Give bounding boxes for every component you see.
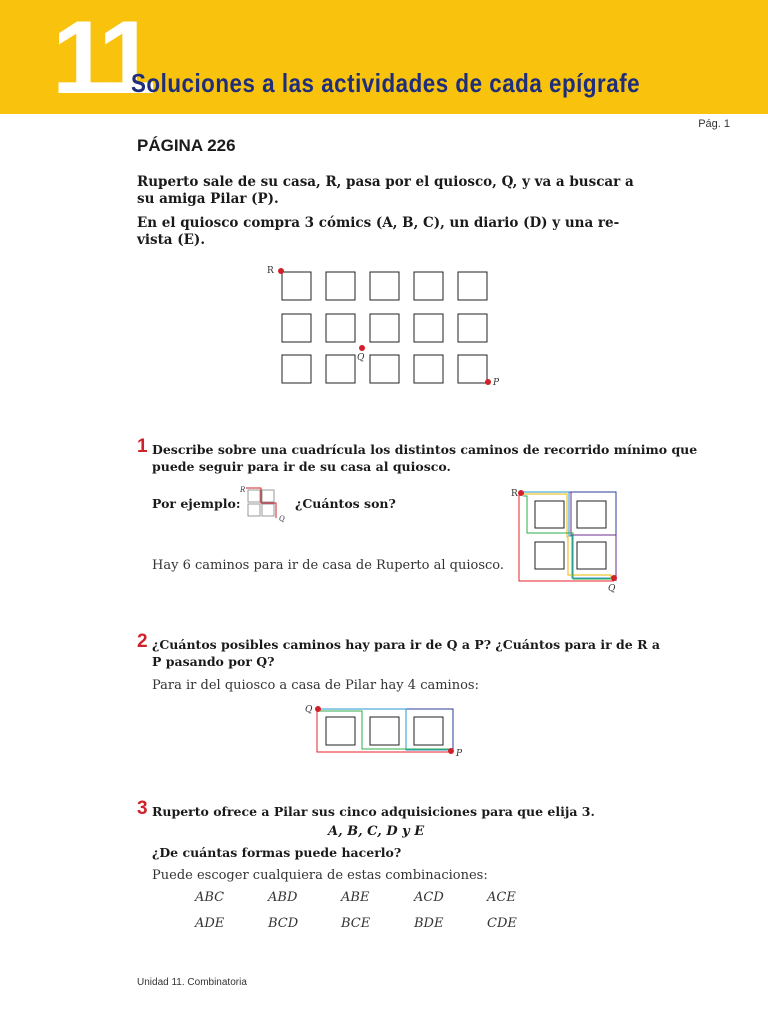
question-2-line-2: P pasando por Q? bbox=[152, 654, 275, 669]
svg-text:P: P bbox=[456, 749, 463, 759]
paths-diagram-Q-P bbox=[300, 700, 470, 760]
question-3-line-1: Ruperto ofrece a Pilar sus cinco adquisiciones para que elija 3. bbox=[152, 804, 595, 819]
question-2-line-1: ¿Cuántos posibles caminos hay para ir de Q a P? ¿Cuántos para ir de R a bbox=[152, 637, 660, 652]
example-mini-grid bbox=[236, 484, 292, 524]
svg-text:R: R bbox=[240, 486, 246, 494]
svg-text:Q: Q bbox=[305, 705, 313, 715]
combination: ADE bbox=[195, 916, 225, 931]
point-Q bbox=[359, 345, 365, 351]
combination: BCE bbox=[341, 916, 371, 931]
svg-text:R: R bbox=[511, 489, 518, 499]
label-P: P bbox=[493, 378, 500, 388]
combination: ABE bbox=[341, 890, 370, 905]
point-R bbox=[518, 490, 524, 496]
combinations-row bbox=[195, 890, 560, 916]
question-1-line-2: puede seguir para ir de su casa al quiosco. bbox=[152, 459, 451, 474]
combination: ABC bbox=[195, 890, 225, 905]
point-Q bbox=[611, 575, 617, 581]
question-2-answer: Para ir del quiosco a casa de Pilar hay 4 caminos: bbox=[152, 678, 479, 693]
point-Q bbox=[315, 706, 321, 712]
question-1-answer: Hay 6 caminos para ir de casa de Ruperto al quiosco. bbox=[152, 558, 505, 573]
combinations-table bbox=[195, 890, 560, 942]
intro-line-1: Ruperto sale de su casa, R, pasa por el quiosco, Q, y va a buscar a bbox=[137, 174, 634, 190]
label-Q: Q bbox=[357, 353, 365, 363]
question-3-answer: Puede escoger cualquiera de estas combinaciones: bbox=[152, 868, 488, 883]
combinations-row bbox=[195, 916, 560, 942]
point-P bbox=[448, 748, 454, 754]
question-1-line-1: Describe sobre una cuadrícula los distintos caminos de recorrido mínimo que bbox=[152, 442, 698, 457]
point-R bbox=[278, 268, 284, 274]
svg-text:Q: Q bbox=[608, 584, 616, 594]
point-P bbox=[485, 379, 491, 385]
question-1-question: ¿Cuántos son? bbox=[295, 496, 396, 511]
page-label: Pág. 1 bbox=[698, 118, 730, 130]
intro-line-2: su amiga Pilar (P). bbox=[137, 191, 279, 207]
combination: BCD bbox=[268, 916, 299, 931]
combination: ACD bbox=[414, 890, 444, 905]
chapter-title: Soluciones a las actividades de cada epígrafe bbox=[131, 68, 641, 98]
question-3-number: 3 bbox=[137, 798, 148, 819]
combination: ABD bbox=[268, 890, 298, 905]
label-R: R bbox=[267, 266, 274, 276]
question-2-number: 2 bbox=[137, 631, 148, 652]
intro-line-3: En el quiosco compra 3 cómics (A, B, C), un diario (D) y una re- bbox=[137, 215, 620, 231]
example-label: Por ejemplo: bbox=[152, 496, 241, 511]
paths-diagram-R-Q bbox=[505, 483, 630, 595]
svg-text:Q: Q bbox=[279, 515, 285, 523]
intro-line-4: vista (E). bbox=[137, 232, 206, 248]
page-footer: Unidad 11. Combinatoria bbox=[137, 977, 247, 988]
combination: ACE bbox=[487, 890, 516, 905]
section-title: PÁGINA 226 bbox=[137, 136, 236, 155]
question-3-letters: A, B, C, D y E bbox=[328, 824, 425, 839]
combination: CDE bbox=[487, 916, 517, 931]
chapter-number: 11 bbox=[52, 0, 150, 116]
question-1-number: 1 bbox=[137, 436, 148, 457]
question-3-line-2: ¿De cuántas formas puede hacerlo? bbox=[152, 845, 402, 860]
main-grid-diagram bbox=[260, 258, 520, 393]
combination: BDE bbox=[414, 916, 444, 931]
